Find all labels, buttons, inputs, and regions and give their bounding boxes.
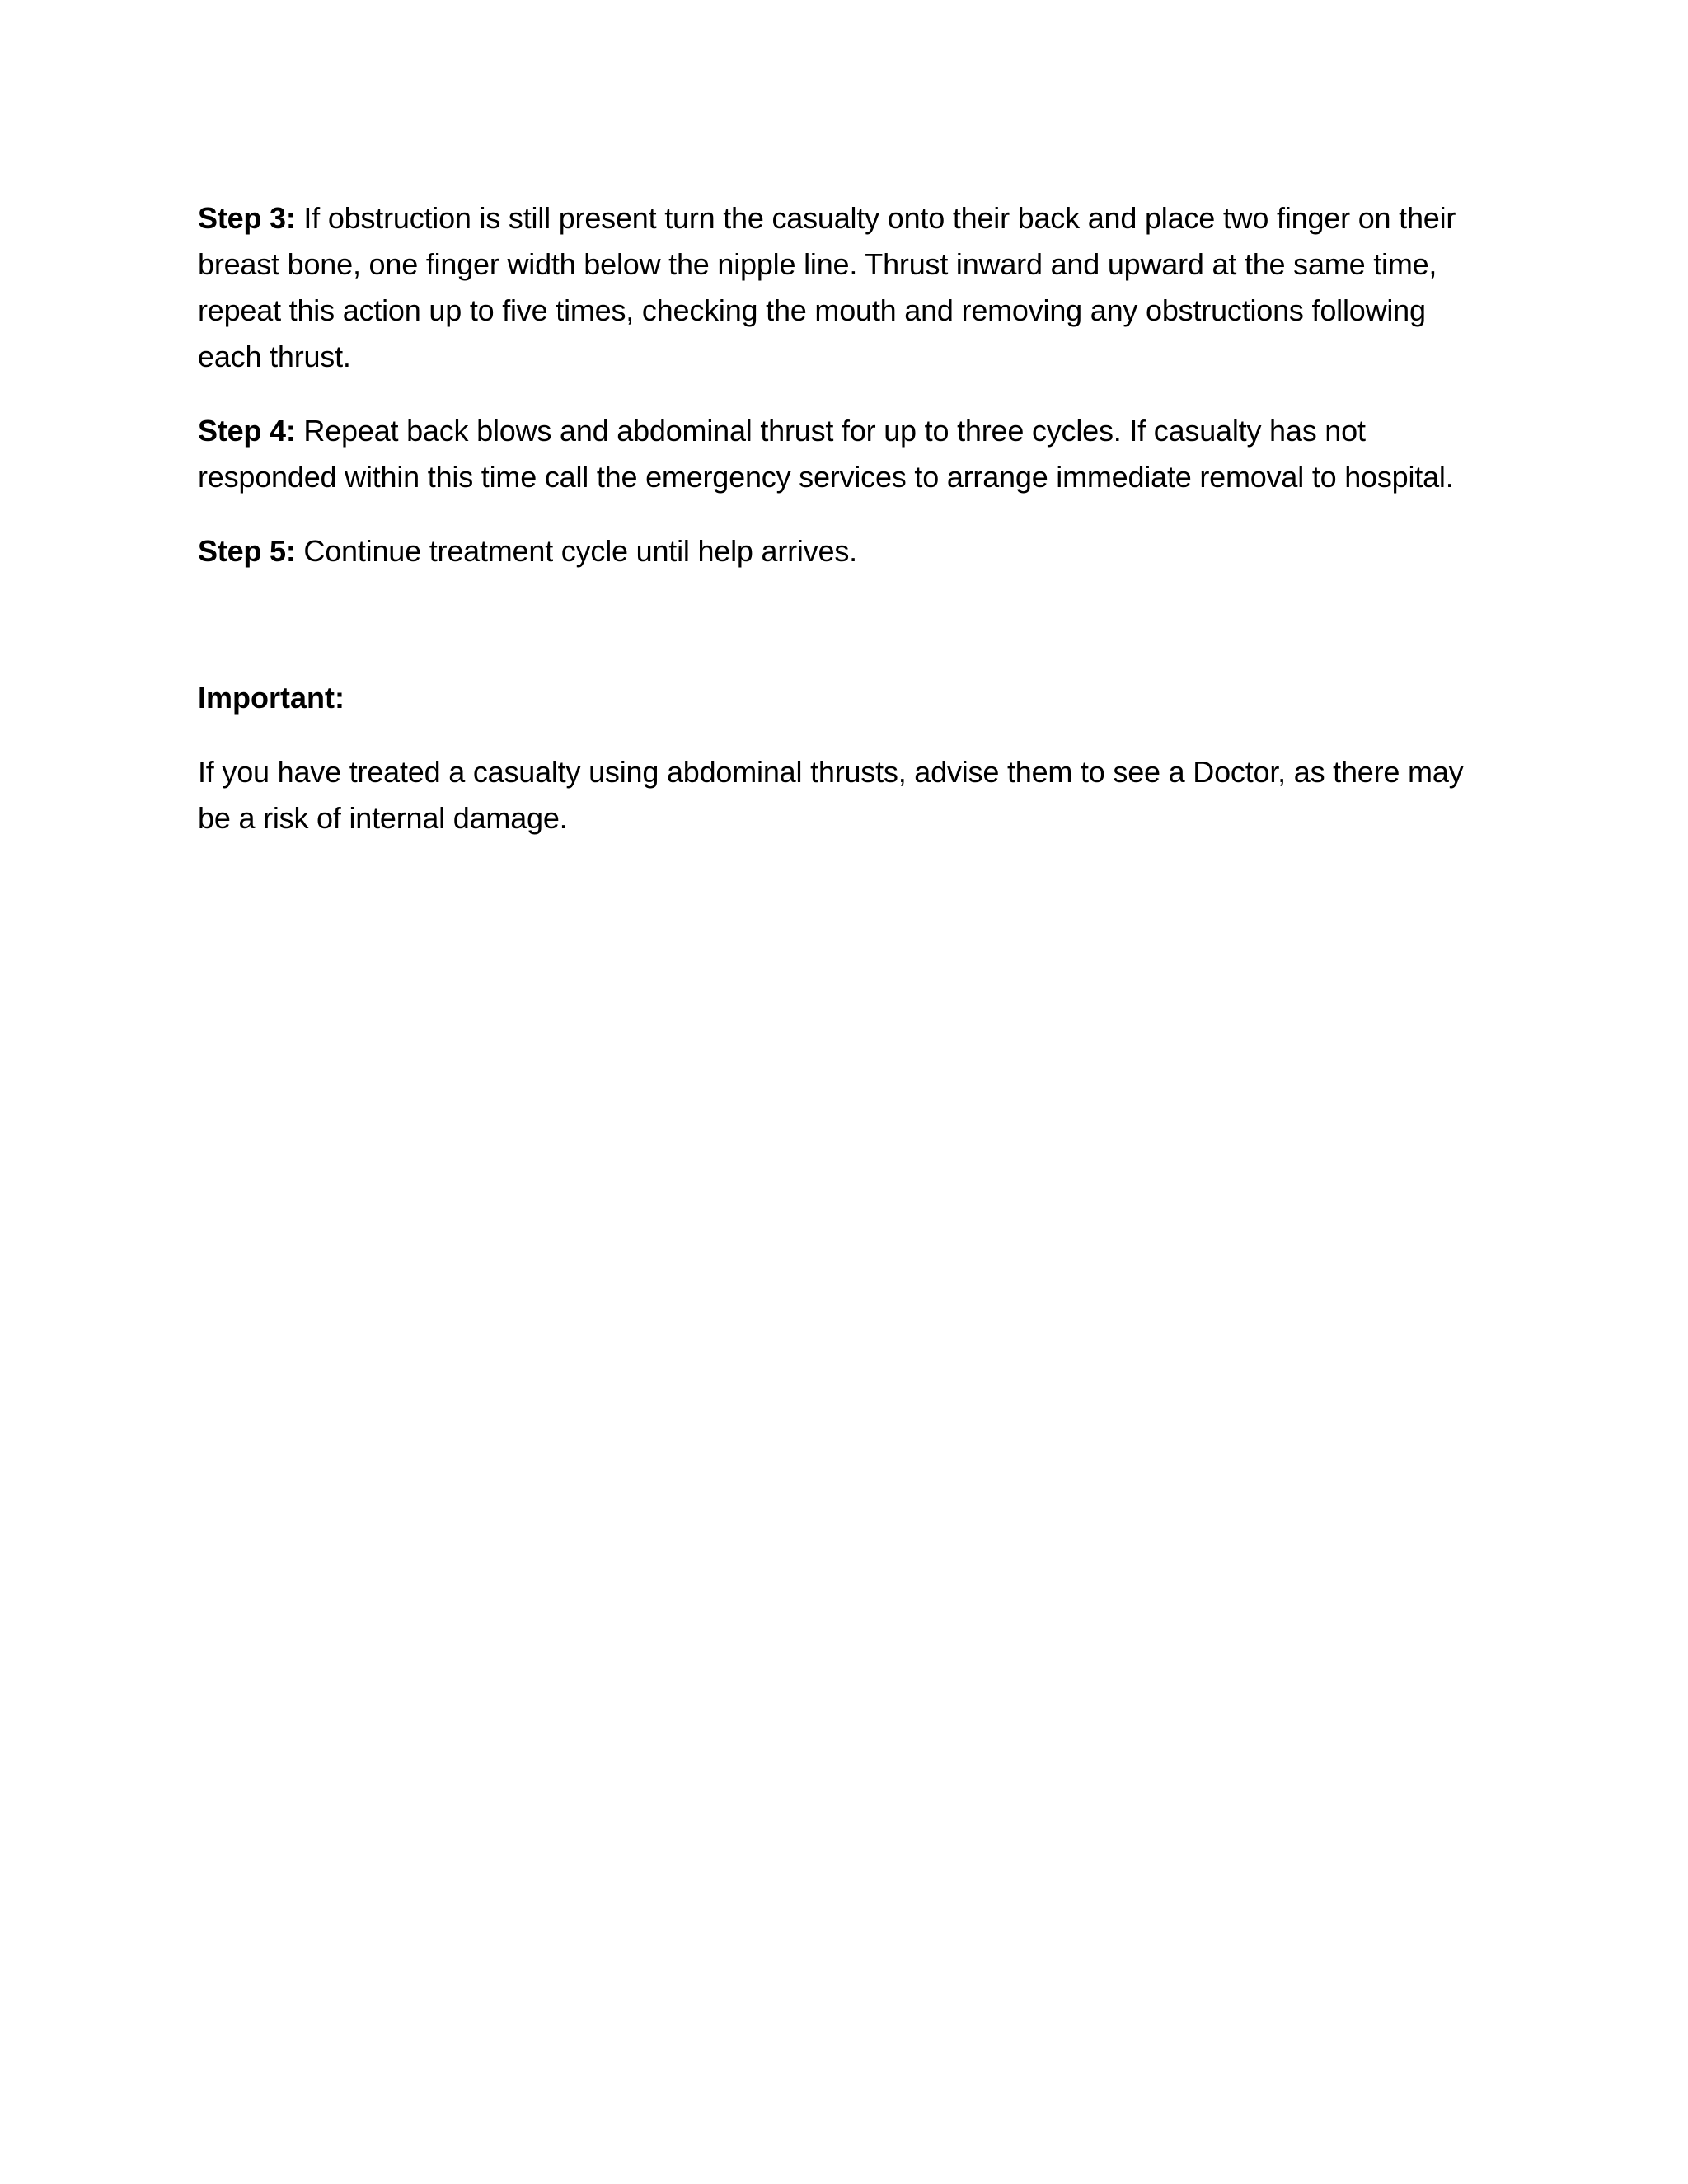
- important-paragraph: If you have treated a casualty using abdominal thrusts, advise them to see a Doctor, as there may be a risk of internal damage.: [198, 755, 1464, 835]
- step-3-paragraph: [198, 195, 1467, 380]
- step-4-paragraph: [198, 408, 1467, 500]
- step-5-text: Continue treatment cycle until help arrives.: [295, 534, 857, 568]
- step-3-text: If obstruction is still present turn the casualty onto their back and place two finger on their breast bone, one finger width below the nipple line. Thrust inward and upward at the same time, repeat this action up to five times, checking the mouth and removing any obstructions following each thrust.: [198, 201, 1456, 373]
- page-content: [198, 195, 1467, 869]
- step-5-paragraph: [198, 528, 1467, 574]
- step-4-text: Repeat back blows and abdominal thrust for up to three cycles. If casualty has not responded within this time call the emergency services to arrange immediate removal to hospital.: [198, 414, 1454, 494]
- step-3-label: Step 3:: [198, 201, 296, 235]
- section-spacer: [198, 602, 1467, 675]
- step-5-label: Step 5:: [198, 534, 296, 568]
- important-heading: Important:: [198, 681, 345, 715]
- step-4-label: Step 4:: [198, 414, 296, 448]
